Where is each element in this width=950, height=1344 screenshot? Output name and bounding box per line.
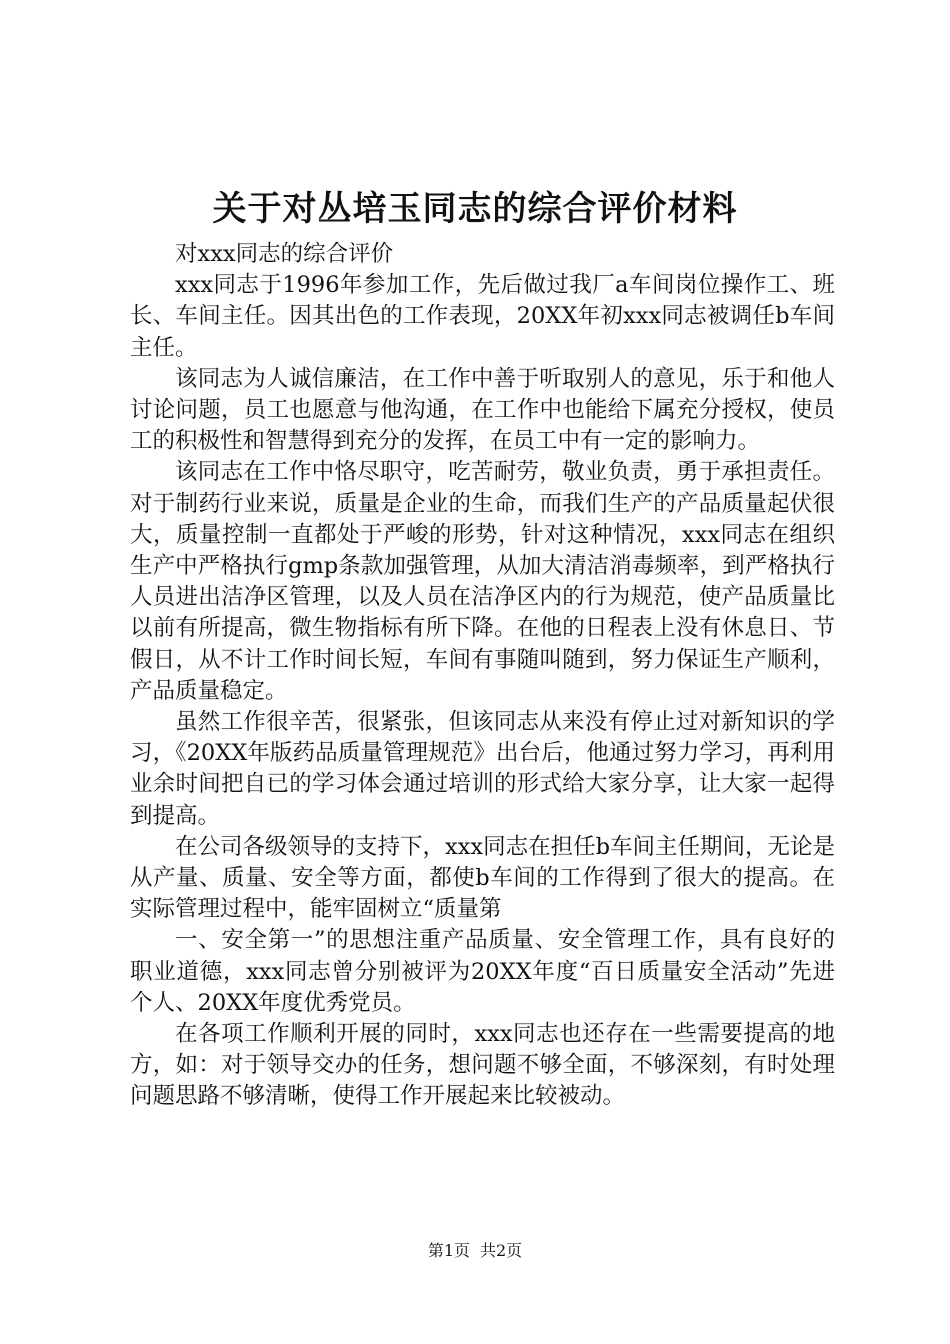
paragraph: 该同志为人诚信廉洁，在工作中善于听取别人的意见，乐于和他人讨论问题，员工也愿意与他沟通，在工作中也能给下属充分授权，使员工的积极性和智慧得到充分的发挥，在员工中有一定的影响力。	[130, 365, 835, 455]
paragraph-subtitle: 对xxx同志的综合评价	[175, 241, 394, 267]
paragraph: 该同志在工作中恪尽职守，吃苦耐劳，敬业负责，勇于承担责任。对于制药行业来说，质量是企业的生命，而我们生产的产品质量起伏很大，质量控制一直都处于严峻的形势，针对这种情况，xxx同志在组织生产中严格执行gmp条款加强管理，从加大清洁消毒频率，到严格执行人员进出洁净区管理，以及人员在洁净区内的行为规范，使产品质量比以前有所提高，微生物指标有所下降。在他的日程表上没有休息日、节假日，从不计工作时间长短，车间有事随叫随到，努力保证生产顺利，产品质量稳定。	[130, 459, 835, 704]
paragraph: 在公司各级领导的支持下，xxx同志在担任b车间主任期间，无论是从产量、质量、安全等方面，都使b车间的工作得到了很大的提高。在实际管理过程中，能牢固树立“质量第	[130, 833, 835, 923]
document-body	[130, 239, 835, 1113]
page-footer	[0, 1240, 950, 1262]
paragraph: 一、安全第一”的思想注重产品质量、安全管理工作，具有良好的职业道德，xxx同志曾分别被评为20XX年度“百日质量安全活动”先进个人、20XX年度优秀党员。	[130, 927, 835, 1016]
paragraph: xxx同志于1996年参加工作，先后做过我厂a车间岗位操作工、班长、车间主任。因其出色的工作表现，20XX年初xxx同志被调任b车间主任。	[130, 272, 835, 361]
page-number: 第1页	[427, 1241, 470, 1260]
document-title: 关于对丛培玉同志的综合评价材料	[212, 189, 738, 229]
paragraph: 虽然工作很辛苦，很紧张，但该同志从来没有停止过对新知识的学习，《20XX年版药品质量管理规范》出台后，他通过努力学习，再利用业余时间把自已的学习体会通过培训的形式给大家分享，让大家一起得到提高。	[130, 709, 835, 829]
paragraph: 在各项工作顺利开展的同时，xxx同志也还存在一些需要提高的地方，如：对于领导交办的任务，想问题不够全面，不够深刻，有时处理问题思路不够清晰，使得工作开展起来比较被动。	[130, 1021, 835, 1110]
page-total: 共2页	[480, 1241, 523, 1260]
